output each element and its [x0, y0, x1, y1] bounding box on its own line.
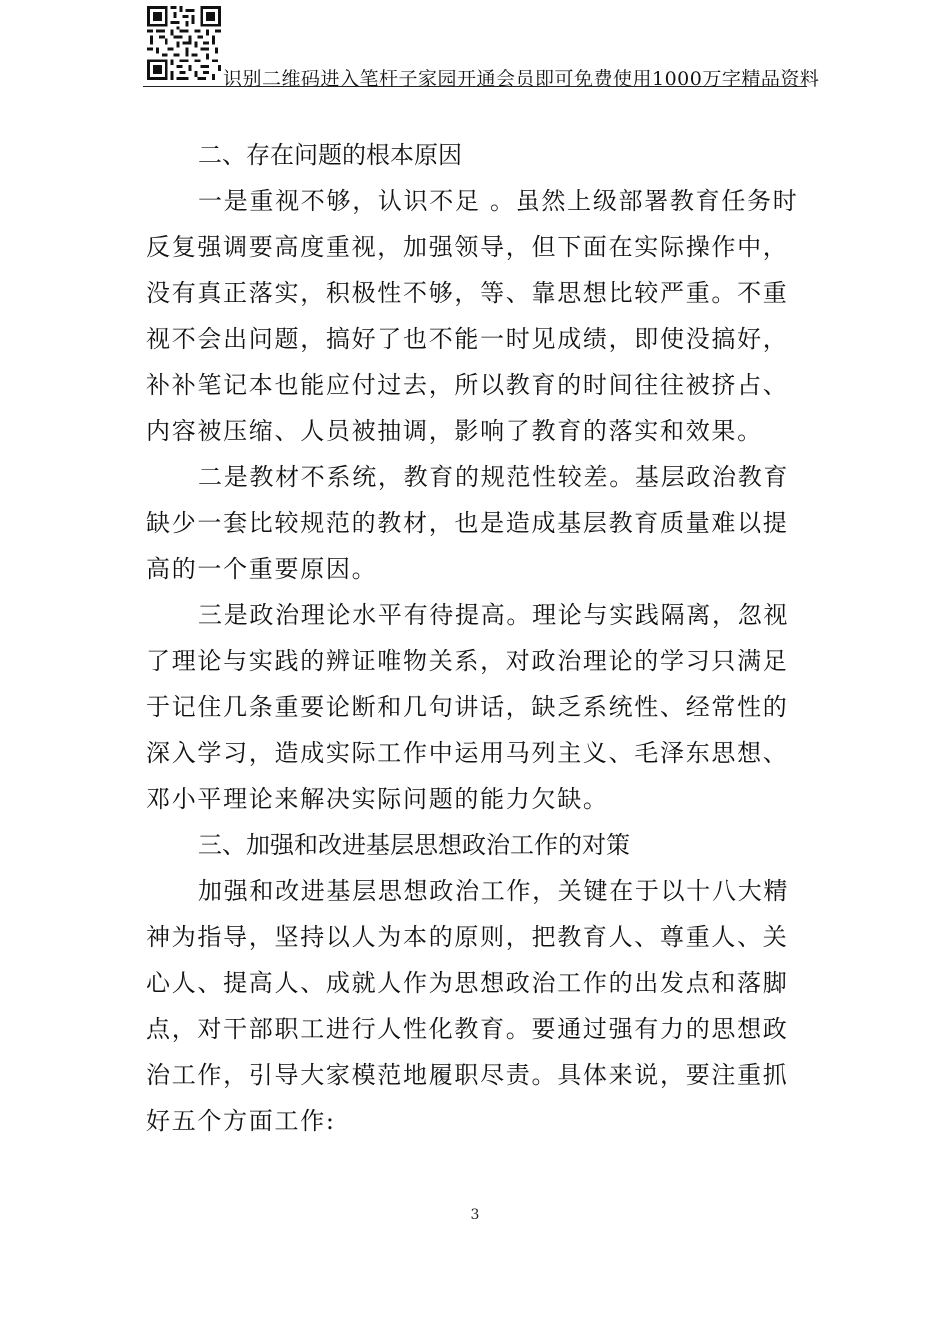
qr-code-icon: [147, 6, 221, 80]
text-line: 内容被压缩、人员被抽调，影响了教育的落实和效果。: [146, 417, 763, 445]
text-line: 深入学习，造成实际工作中运用马列主义、毛泽东思想、: [146, 739, 789, 767]
text-line: 视不会出问题，搞好了也不能一时见成绩，即使没搞好，: [146, 325, 789, 353]
header-divider: [143, 86, 807, 87]
paragraph: [146, 454, 796, 592]
section-heading: 二、存在问题的根本原因: [198, 141, 462, 169]
paragraph: [146, 868, 796, 1144]
text-line: 点，对干部职工进行人性化教育。要通过强有力的思想政: [146, 1015, 789, 1043]
text-line: 于记住几条重要论断和几句讲话，缺乏系统性、经常性的: [146, 693, 789, 721]
text-line: 没有真正落实，积极性不够，等、靠思想比较严重。不重: [146, 279, 789, 307]
text-line: 了理论与实践的辨证唯物关系，对政治理论的学习只满足: [146, 647, 789, 675]
text-line: 反复强调要高度重视，加强领导，但下面在实际操作中，: [146, 233, 789, 261]
text-line: 心人、提高人、成就人作为思想政治工作的出发点和落脚: [146, 969, 789, 997]
text-line: 高的一个重要原因。: [146, 555, 378, 583]
text-line: 治工作，引导大家模范地履职尽责。具体来说，要注重抓: [146, 1061, 789, 1089]
page-header: [143, 6, 820, 90]
text-line: 加强和改进基层思想政治工作，关键在于以十八大精: [198, 877, 790, 905]
text-line: 补补笔记本也能应付过去，所以教育的时间往往被挤占、: [146, 371, 789, 399]
page-number: 3: [470, 1207, 480, 1223]
text-line: 好五个方面工作:: [146, 1107, 336, 1135]
document-body: [146, 132, 799, 1144]
paragraph: [146, 592, 796, 822]
header-banner-text: 识别二维码进入笔杆子家园开通会员即可免费使用1000万字精品资料: [223, 68, 820, 90]
text-line: 一是重视不够，认识不足 。虽然上级部署教育任务时: [198, 187, 799, 215]
text-line: 缺少一套比较规范的教材，也是造成基层教育质量难以提: [146, 509, 789, 537]
text-line: 二是教材不系统，教育的规范性较差。基层政治教育: [198, 463, 790, 491]
text-line: 邓小平理论来解决实际问题的能力欠缺。: [146, 785, 609, 813]
section-heading: 三、加强和改进基层思想政治工作的对策: [198, 831, 630, 859]
paragraph: [146, 178, 799, 454]
text-line: 三是政治理论水平有待提高。理论与实践隔离，忽视: [198, 601, 790, 629]
text-line: 神为指导，坚持以人为本的原则，把教育人、尊重人、关: [146, 923, 789, 951]
